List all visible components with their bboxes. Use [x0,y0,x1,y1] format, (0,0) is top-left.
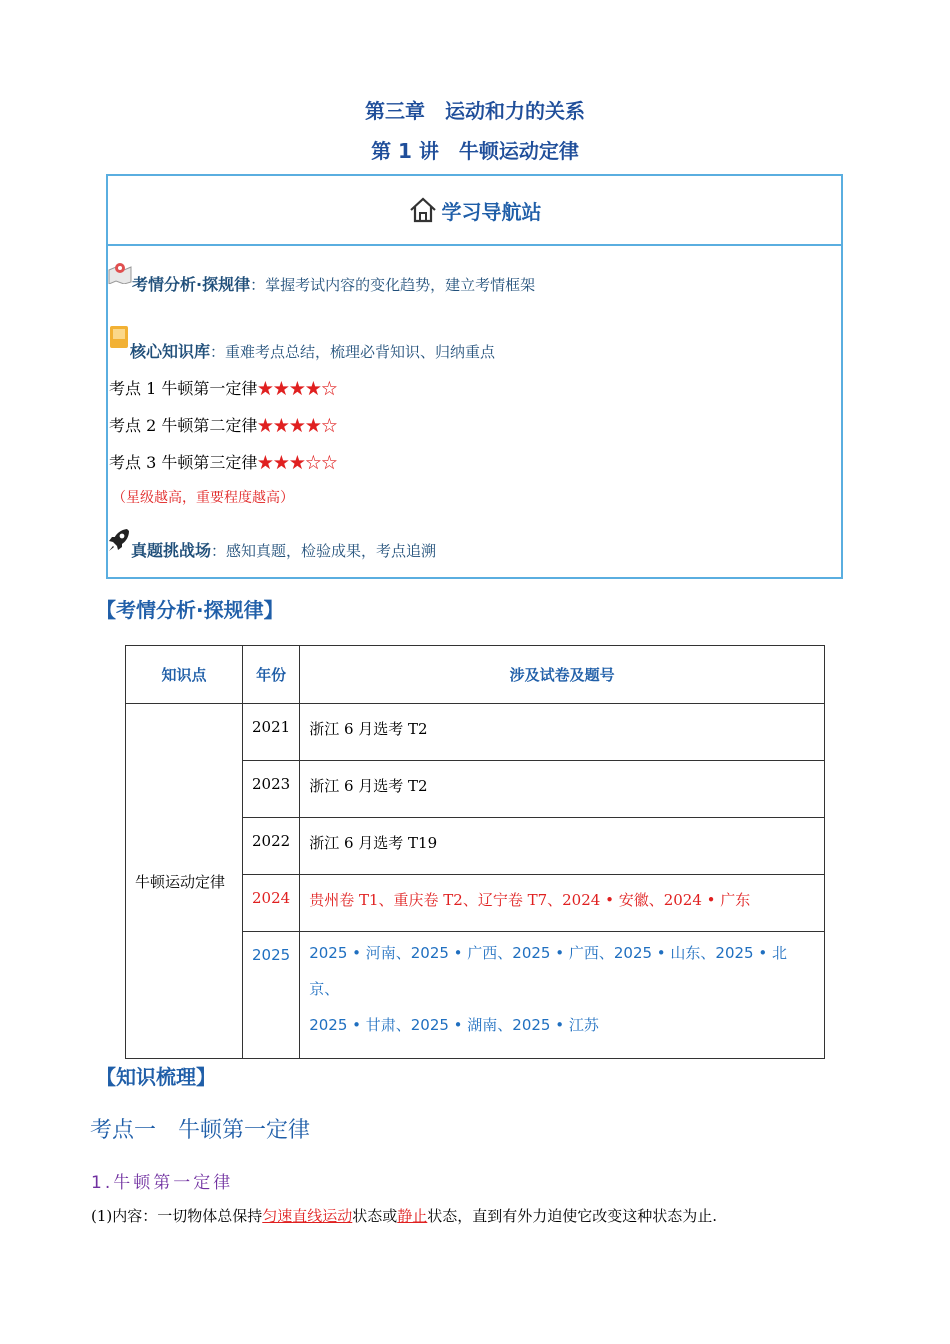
papers-cell: 浙江 6 月选考 T2 [300,704,825,761]
rocket-icon [107,527,131,553]
year-cell: 2021 [243,704,300,761]
kaodian-title: 考点一 牛顿第一定律 [90,1118,311,1143]
papers-line: 2025 • 甘肃、2025 • 湖南、2025 • 江苏 [309,1016,599,1034]
key-point-label: 考点 3 牛顿第三定律 [109,453,258,472]
year-cell: 2022 [243,818,300,875]
key-point-2 [109,413,337,436]
content-paragraph [91,1205,717,1226]
nav-item-exam-analysis[interactable] [108,250,535,295]
lecture-title: 第 1 讲 牛顿运动定律 [371,139,579,163]
kaodian-subtitle: 1.牛顿第一定律 [91,1173,234,1193]
nav-item-label: 核心知识库 [130,342,211,361]
star-rating: ★★★★ [257,416,322,435]
chapter-title: 第三章 运动和力的关系 [365,99,585,123]
nav-item-label: 考情分析·探规律 [132,275,251,294]
para-text: 状态，直到有外力迫使它改变这种状态为止. [427,1207,718,1225]
section-heading-exam-analysis: 【考情分析·探规律】 [96,598,284,622]
star-note: （星级越高，重要程度越高） [112,490,294,506]
nav-item-desc: ：感知真题，检验成果，考点追溯 [211,542,437,560]
papers-cell [300,932,825,1059]
year-cell: 2024 [243,875,300,932]
key-point-label: 考点 1 牛顿第一定律 [109,379,258,398]
section-heading-knowledge: 【知识梳理】 [96,1065,216,1089]
para-text: 状态或 [352,1207,398,1225]
nav-item-core-knowledge[interactable] [108,311,495,362]
papers-cell: 浙江 6 月选考 T2 [300,761,825,818]
para-text: (1)内容：一切物体总保持 [91,1207,263,1225]
star-empty: ☆ [321,379,338,398]
papers-line: 2025 • 河南、2025 • 广西、2025 • 广西、2025 • 山东、2025 • 北京、 [309,944,787,998]
key-point-3 [109,450,337,473]
nav-item-desc: ：重难考点总结，梳理必背知识、归纳重点 [210,343,496,361]
papers-cell: 贵州卷 T1、重庆卷 T2、辽宁卷 T7、2024 • 安徽、2024 • 广东 [300,875,825,932]
nav-item-label: 真题挑战场 [131,541,212,560]
table-header-row [126,646,825,704]
year-cell: 2025 [243,932,300,1059]
year-cell: 2023 [243,761,300,818]
map-pin-icon [108,262,132,284]
topic-cell: 牛顿运动定律 [126,704,243,1059]
nav-item-challenge[interactable] [107,518,436,561]
table-row [126,704,825,761]
key-point-label: 考点 2 牛顿第二定律 [109,416,258,435]
header-year: 年份 [243,646,300,704]
nav-title: 学习导航站 [441,199,542,224]
star-empty: ☆ [321,416,338,435]
papers-cell: 浙江 6 月选考 T19 [300,818,825,875]
home-icon [408,196,438,224]
star-rating: ★★★ [257,453,306,472]
exam-analysis-table [125,645,825,1059]
nav-header [108,176,841,246]
star-empty: ☆☆ [305,453,338,472]
key-point-1 [109,376,337,399]
nav-item-desc: ：掌握考试内容的变化趋势，建立考情框架 [250,276,536,294]
book-icon [108,325,130,349]
star-rating: ★★★★ [257,379,322,398]
key-term-uniform-motion: 匀速直线运动 [262,1207,353,1225]
header-papers: 涉及试卷及题号 [300,646,825,704]
key-term-rest: 静止 [397,1207,428,1225]
header-topic: 知识点 [126,646,243,704]
